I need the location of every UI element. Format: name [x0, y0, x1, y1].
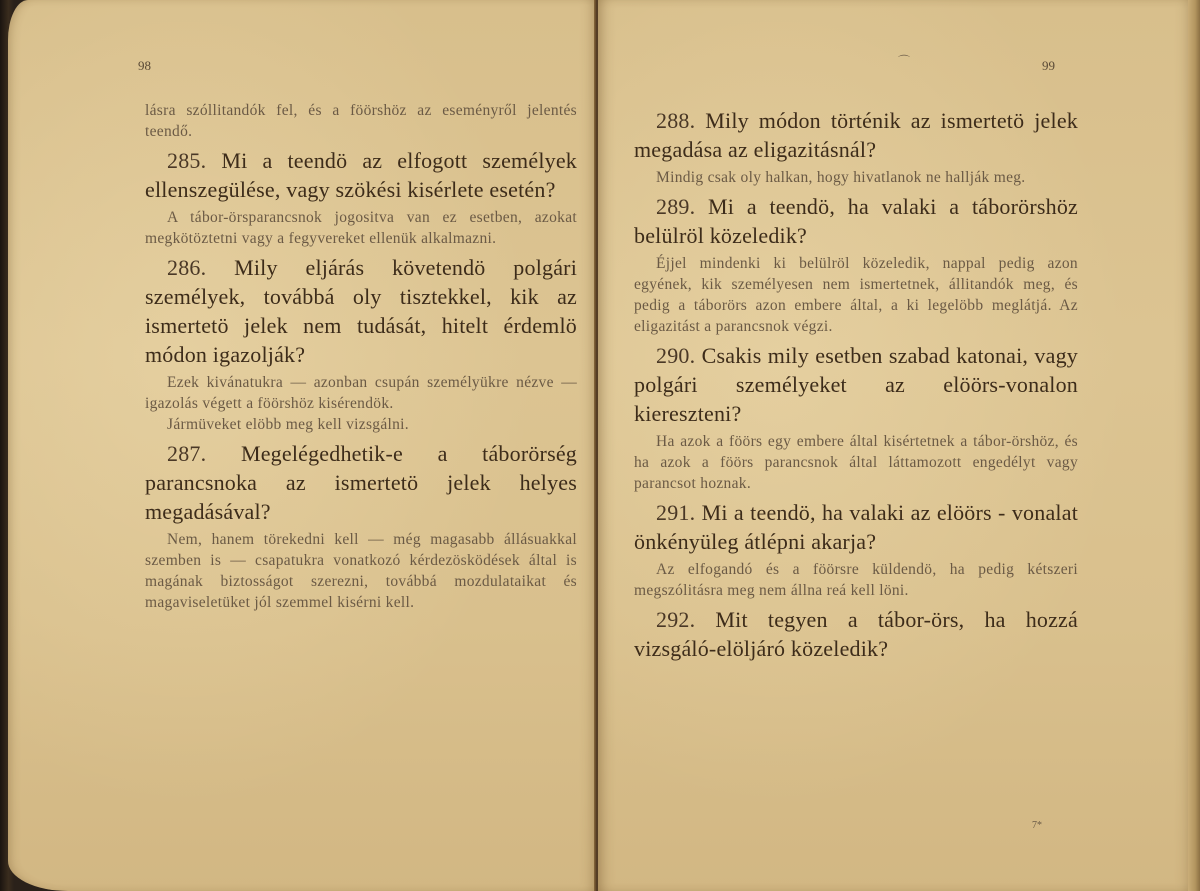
question-number: 288.: [656, 108, 696, 133]
left-page: [8, 0, 597, 891]
question-number: 285.: [167, 148, 207, 173]
question-text: Mi a teendö, ha valaki a táborörshöz belülröl közeledik?: [634, 194, 1079, 248]
question-285: [145, 146, 577, 204]
answer-289: Éjjel mindenki ki belülröl közeledik, nappal pedig azon egyének, kik személyesen nem ismertetnek, állitandók meg, és pedig a táborörs azon embere által, a ki legelöbb meglátjá. Az eligazitást a parancsnok végzi.: [634, 255, 1078, 335]
answer-290: Ha azok a föörs egy embere által kisértetnek a tábor-örshöz, és ha azok a föörs parancsnok által láttamozott engedélyt vagy parancsot hoznak.: [634, 433, 1078, 492]
question-287: [145, 439, 577, 526]
question-number: 291.: [656, 500, 696, 525]
question-text: Csakis mily esetben szabad katonai, vagy polgári személyeket az elöörs-vonalon kiereszteni?: [634, 343, 1078, 426]
question-number: 287.: [167, 441, 207, 466]
question-288: [634, 106, 1078, 164]
answer-286: Ezek kivánatukra — azonban csupán személyükre nézve — igazolás végett a föörshöz kisérendök.: [145, 374, 577, 412]
question-number: 290.: [656, 343, 696, 368]
question-text: Mi a teendö az elfogott személyek ellenszegülése, vagy szökési kisérlete esetén?: [145, 148, 578, 202]
page-number: 98: [138, 58, 151, 73]
answer-291: Az elfogandó és a föörsre küldendö, ha pedig kétszeri megszólitásra meg nem állna reá kell löni.: [634, 561, 1078, 599]
answer-285: A tábor-örsparancsnok jogositva van ez esetben, azokat megkötöztetni vagy a fegyvereket ellenük alkalmazni.: [145, 209, 577, 247]
question-number: 289.: [656, 194, 696, 219]
answer-286-note: Jármüveket elöbb meg kell vizsgálni.: [167, 416, 409, 433]
page-number: 99: [1042, 58, 1055, 73]
question-291: [634, 498, 1078, 556]
question-292: [634, 605, 1078, 663]
book-edge-right: [1188, 0, 1200, 891]
question-number: 286.: [167, 255, 207, 280]
answer-287: Nem, hanem törekedni kell — még magasabb állásuakkal szemben is — csapatukra vonatkozó kérdezösködések által is magának biztosságot szerezni, továbbá mozdulataikat és magaviseletüket jól szemmel kisérni kell.: [145, 531, 577, 611]
question-text: Mily módon történik az ismertetö jelek megadása az eligazitásnál?: [634, 108, 1078, 162]
answer-288: Mindig csak oly halkan, hogy hivatlanok ne hallják meg.: [656, 169, 1026, 186]
right-page: [598, 0, 1192, 891]
question-text: Mi a teendö, ha valaki az elöörs - vonalat önkényüleg átlépni akarja?: [634, 500, 1079, 554]
question-text: Mily eljárás követendö polgári személyek, továbbá oly tisztekkel, kik az ismertetö jelek nem tudását, hitelt érdemlö módon igazolják?: [145, 255, 578, 367]
signature-mark: 7*: [1032, 820, 1042, 831]
question-number: 292.: [656, 607, 696, 632]
question-286: [145, 253, 577, 369]
left-page-text: [145, 100, 577, 617]
print-mark: ⌒: [898, 54, 911, 68]
right-page-text: [634, 102, 1078, 666]
question-text: Mit tegyen a tábor-örs, ha hozzá vizsgáló-elöljáró közeledik?: [634, 607, 1078, 661]
answer-continued: lásra szóllitandók fel, és a föörshöz az eseményről jelentés teendő.: [145, 102, 577, 140]
question-290: [634, 341, 1078, 428]
question-289: [634, 192, 1078, 250]
question-text: Megelégedhetik-e a táborörség parancsnoka az ismertetö jelek helyes megadásával?: [145, 441, 578, 524]
